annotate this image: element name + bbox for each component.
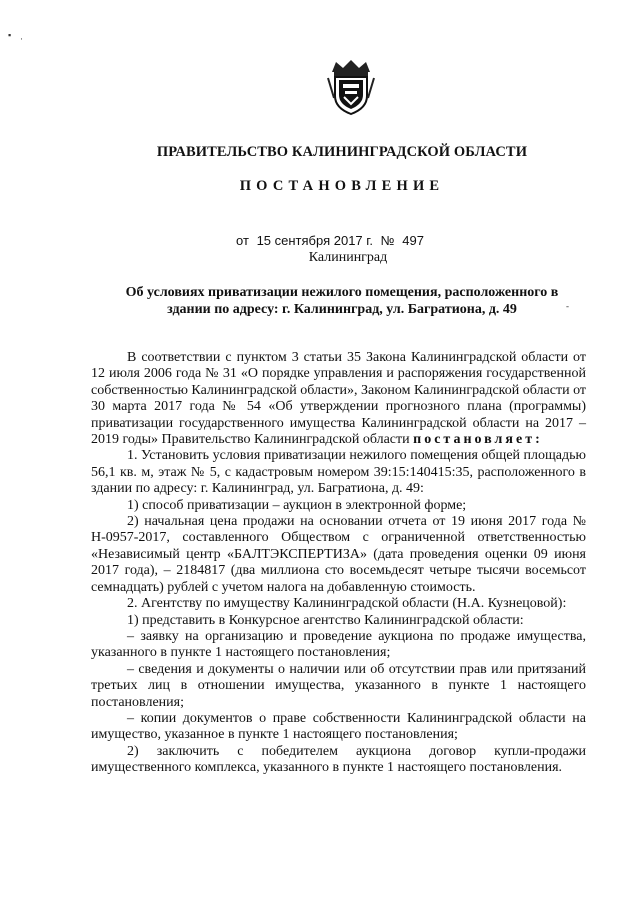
preamble-paragraph	[91, 350, 586, 448]
decree-word: постановляет:	[413, 432, 543, 448]
document-type: ПОСТАНОВЛЕНИЕ	[239, 178, 445, 194]
coat-of-arms-icon	[326, 58, 376, 116]
paragraph: 2) начальная цена продажи на основании отчета от 19 июня 2017 года № Н-0957-2017, составленного Обществом с ограниченной ответственностью «Независимый центр «БАЛТЭКСПЕРТИЗА» (дата проведения оценки 09 июня 2017 года), – 2184817 (два миллиона сто восемьдесят четыре тысячи восемьсот семнадцать) рублей с учетом налога на добавленную стоимость.	[91, 514, 586, 595]
paragraph: 1) представить в Конкурсное агентство Калининградской области:	[127, 612, 524, 628]
city: Калининград	[308, 250, 388, 265]
document-subject: Об условиях приватизации нежилого помещения, расположенного в здании по адресу: г. Калининград, ул. Багратиона, д. 49	[125, 285, 559, 317]
date-number-line	[0, 233, 640, 248]
scan-speck: ▪	[8, 30, 12, 40]
document-date: 15 сентября 2017 г.	[256, 233, 374, 248]
document-body	[91, 350, 586, 777]
paragraph: – заявку на организацию и проведение аукциона по продаже имущества, указанного в пункте 1 настоящего постановления;	[91, 628, 586, 661]
scan-speck: ·	[20, 34, 23, 44]
government-title: ПРАВИТЕЛЬСТВО КАЛИНИНГРАДСКОЙ ОБЛАСТИ	[156, 144, 528, 160]
paragraph: – копии документов о праве собственности Калининградской области на имущество, указанное в пункте 1 настоящего постановления;	[91, 710, 586, 743]
paragraph: – сведения и документы о наличии или об отсутствии прав или притязаний третьих лиц в отношении имущества, указанного в пункте 1 настоящего постановления;	[91, 661, 586, 710]
paragraph: 1. Установить условия приватизации нежилого помещения общей площадью 56,1 кв. м, этаж № 5, с кадастровым номером 39:15:140415:35, расположенного в здании по адресу: г. Калининград, ул. Багратиона, д. 49:	[91, 448, 586, 497]
number-sign: №	[380, 233, 395, 248]
date-prefix: от	[236, 233, 249, 248]
preamble-text: В соответствии с пунктом 3 статьи 35 Закона Калининградской области от 12 июля 2006 года № 31 «О порядке управления и распоряжения государственной собственностью Калининградской области», Законом Калининградской области от 30 марта 2017 года № 54 «Об утверждении прогнозного плана (программы) приватизации государственного имущества Калининградской области на 2017 – 2019 годы» Правительство Калининградской области	[91, 350, 586, 448]
paragraph: 1) способ приватизации – аукцион в электронной форме;	[127, 497, 467, 513]
document-number: 497	[402, 233, 424, 248]
scan-speck: -	[566, 301, 569, 311]
paragraph: 2. Агентству по имуществу Калининградской области (Н.А. Кузнецовой):	[127, 596, 567, 612]
paragraph: 2) заключить с победителем аукциона договор купли-продажи имущественного комплекса, указанного в пункте 1 настоящего постановления.	[91, 743, 586, 776]
